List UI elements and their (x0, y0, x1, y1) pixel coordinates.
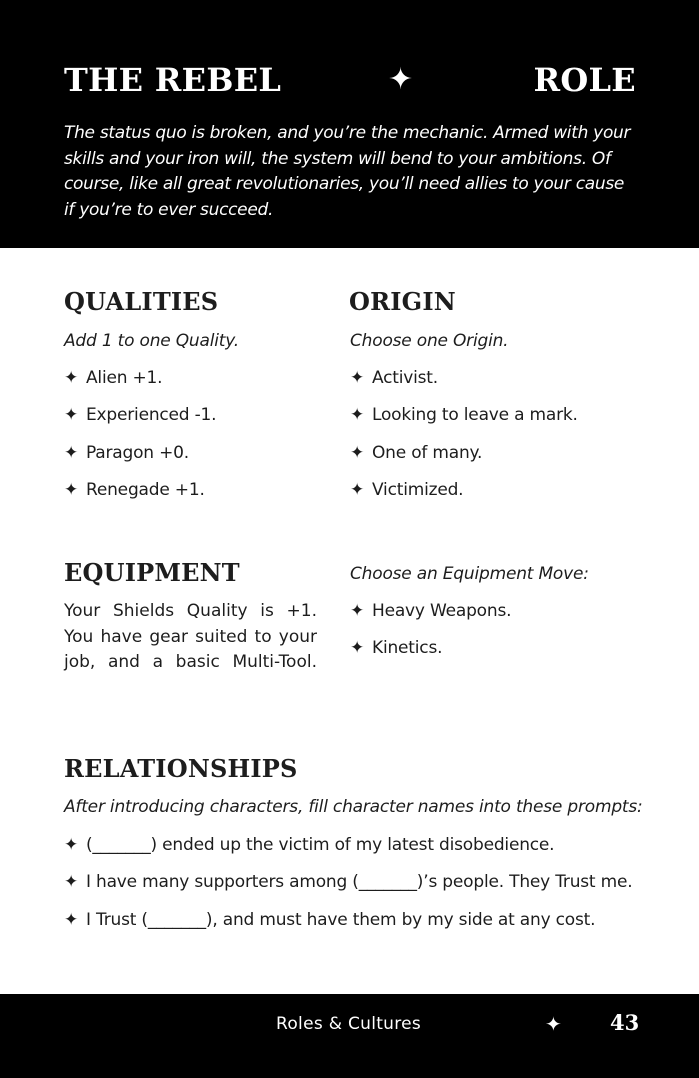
sparkle-bullet-icon: ✦ (350, 405, 365, 426)
equipment-list (350, 600, 511, 675)
sparkle-bullet-icon: ✦ (350, 479, 365, 500)
list-item: ✦ Heavy Weapons. (350, 601, 512, 621)
page-number: 43 (610, 1010, 640, 1035)
chapter-label: Roles & Cultures (276, 1014, 422, 1034)
list-item: ✦ Renegade +1. (64, 479, 205, 500)
list-item: ✦ Activist. (350, 368, 438, 388)
role-label: ROLE (533, 61, 636, 99)
sparkle-icon: ✦ (388, 62, 414, 97)
sparkle-bullet-icon: ✦ (64, 405, 79, 426)
sparkle-bullet-icon: ✦ (64, 872, 79, 893)
list-item: ✦ Looking to leave a mark. (350, 405, 578, 426)
sparkle-bullet-icon: ✦ (64, 479, 79, 500)
list-item: ✦ I Trust (_______), and must have them by my side at any cost. (64, 909, 596, 930)
sparkle-bullet-icon: ✦ (350, 638, 365, 659)
origin-prompt: Choose one Origin. (350, 331, 509, 351)
list-item: ✦ One of many. (350, 442, 483, 463)
title-row (64, 60, 636, 100)
sparkle-bullet-icon: ✦ (350, 442, 365, 463)
list-item: ✦ I have many supporters among (_______)’s people. They Trust me. (64, 872, 633, 893)
qualities-heading: QUALITIES (64, 287, 219, 316)
footer-bar (0, 994, 699, 1078)
list-item: ✦ Kinetics. (350, 638, 443, 659)
qualities-prompt: Add 1 to one Quality. (64, 331, 239, 351)
page-title: THE REBEL (64, 61, 282, 99)
sparkle-bullet-icon: ✦ (350, 368, 365, 388)
relationships-heading: RELATIONSHIPS (64, 754, 298, 783)
origin-list (350, 367, 578, 516)
sparkle-bullet-icon: ✦ (64, 368, 79, 388)
sparkle-bullet-icon: ✦ (64, 909, 79, 930)
relationships-prompt: After introducing characters, fill character names into these prompts: (64, 797, 643, 817)
sparkle-bullet-icon: ✦ (64, 442, 79, 463)
equipment-description: Your Shields Quality is +1. You have gear suited to your job, and a basic Multi-Tool. (64, 601, 317, 672)
list-item: ✦ Alien +1. (64, 368, 163, 388)
sparkle-bullet-icon: ✦ (350, 601, 365, 621)
header-banner (0, 0, 699, 248)
qualities-list (64, 367, 216, 516)
intro-text: The status quo is broken, and you’re the mechanic. Armed with your skills and your iron will, the system will bend to your ambitions. Of course, like all great revolutionaries, you’ll need allies to your cause if you’re to ever succeed. (64, 123, 631, 220)
list-item: ✦ Victimized. (350, 479, 464, 500)
list-item: ✦ Experienced -1. (64, 405, 217, 426)
sparkle-bullet-icon: ✦ (64, 835, 79, 855)
equipment-prompt: Choose an Equipment Move: (350, 564, 589, 584)
list-item: ✦ Paragon +0. (64, 442, 189, 463)
list-item: ✦ (_______) ended up the victim of my latest disobedience. (64, 835, 555, 855)
sparkle-icon: ✦ (545, 1012, 562, 1036)
origin-heading: ORIGIN (349, 287, 456, 316)
equipment-heading: EQUIPMENT (64, 558, 240, 587)
relationships-list (64, 834, 632, 946)
